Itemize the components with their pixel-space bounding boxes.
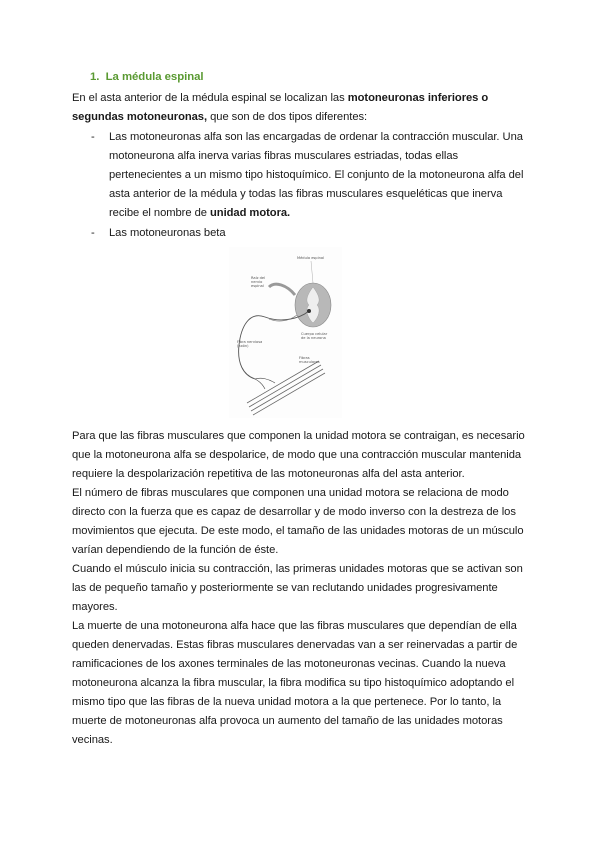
label-raiz-3: espinal — [251, 284, 264, 288]
body-line-5: directo con la fuerza que es capaz de desarrollar y de modo inverso con la destreza de los — [72, 506, 516, 518]
label-fibras-2: musculares — [299, 360, 320, 364]
section-heading: 1. La médula espinal — [90, 71, 204, 83]
label-cuerpo-1: Cuerpo celular — [301, 332, 328, 336]
label-axon-1: Fibra nerviosa — [237, 340, 263, 344]
body-line-8: Cuando el músculo inicia su contracción, las primeras unidades motoras que se activan son — [72, 563, 523, 575]
body-line-12: queden denervadas. Estas fibras musculares denervadas van a ser reinervadas a partir de — [72, 639, 518, 651]
body-line-10: mayores. — [72, 601, 118, 613]
body-line-4: El número de fibras musculares que componen una unidad motora se relaciona de modo — [72, 487, 509, 499]
body-line-15: mismo tipo que las fibras de la nueva unidad motora a la que pertenece. Por lo tanto, la — [72, 696, 502, 708]
body-line-2: que la motoneurona alfa se despolarice, de modo que una contracción muscular mantenida — [72, 449, 522, 461]
label-axon-2: (axón) — [237, 344, 249, 348]
body-line-17: vecinas. — [72, 734, 113, 746]
label-raiz-2: nervio — [251, 280, 263, 284]
label-fibras-1: Fibras — [299, 356, 310, 360]
label-raiz-1: Raíz del — [251, 276, 266, 280]
body-line-3: requiere la despolarización repetitiva de las motoneuronas alfa del asta anterior. — [72, 468, 465, 480]
label-medula: Médula espinal — [297, 256, 325, 260]
bullet-marker: - — [91, 227, 95, 239]
body-line-13: ramificaciones de los axones terminales de las motoneuronas vecinas. Cuando la nueva — [72, 658, 506, 670]
bullet-1-line-3: pertenecientes a un mismo tipo histoquímico. El conjunto de la motoneurona alfa del — [109, 169, 524, 181]
bullet-marker: - — [91, 131, 95, 143]
bullet-1-line-4: asta anterior de la médula y todas las fibras musculares esqueléticas que inerva — [109, 188, 503, 200]
body-line-1: Para que las fibras musculares que componen la unidad motora se contraigan, es necesario — [72, 430, 525, 442]
bullet-2-line-1: Las motoneuronas beta — [109, 227, 226, 239]
label-cuerpo-2: de la neurona — [301, 336, 326, 340]
body-line-9: las de pequeño tamaño y posteriormente se van reclutando unidades progresivamente — [72, 582, 498, 594]
bullet-1-line-2: motoneurona alfa inerva varias fibras musculares estriadas, todas ellas — [109, 150, 459, 162]
neuron-cell-body-shape — [307, 309, 311, 313]
body-line-6: movimientos que ejecuta. De este modo, el tamaño de las unidades motoras de un músculo — [72, 525, 524, 537]
bullet-1-line-5: recibe el nombre de unidad motora. — [109, 207, 291, 219]
bullet-1-line-1: Las motoneuronas alfa son las encargadas de ordenar la contracción muscular. Una — [109, 131, 523, 143]
motor-unit-diagram — [229, 247, 342, 418]
body-line-14: motoneurona alcanza la fibra muscular, la fibra modifica su tipo histoquímico adoptando el — [72, 677, 515, 689]
intro-line-2: segundas motoneuronas, que son de dos tipos diferentes: — [72, 111, 368, 123]
intro-line-1: En el asta anterior de la médula espinal se localizan las motoneuronas inferiores o — [72, 92, 489, 104]
body-line-16: muerte de motoneuronas alfa provoca un aumento del tamaño de las unidades motoras — [72, 715, 503, 727]
body-line-7: varían dependiendo de la función de éste. — [72, 544, 279, 556]
body-line-11: La muerte de una motoneurona alfa hace que las fibras musculares que dependían de ella — [72, 620, 517, 632]
